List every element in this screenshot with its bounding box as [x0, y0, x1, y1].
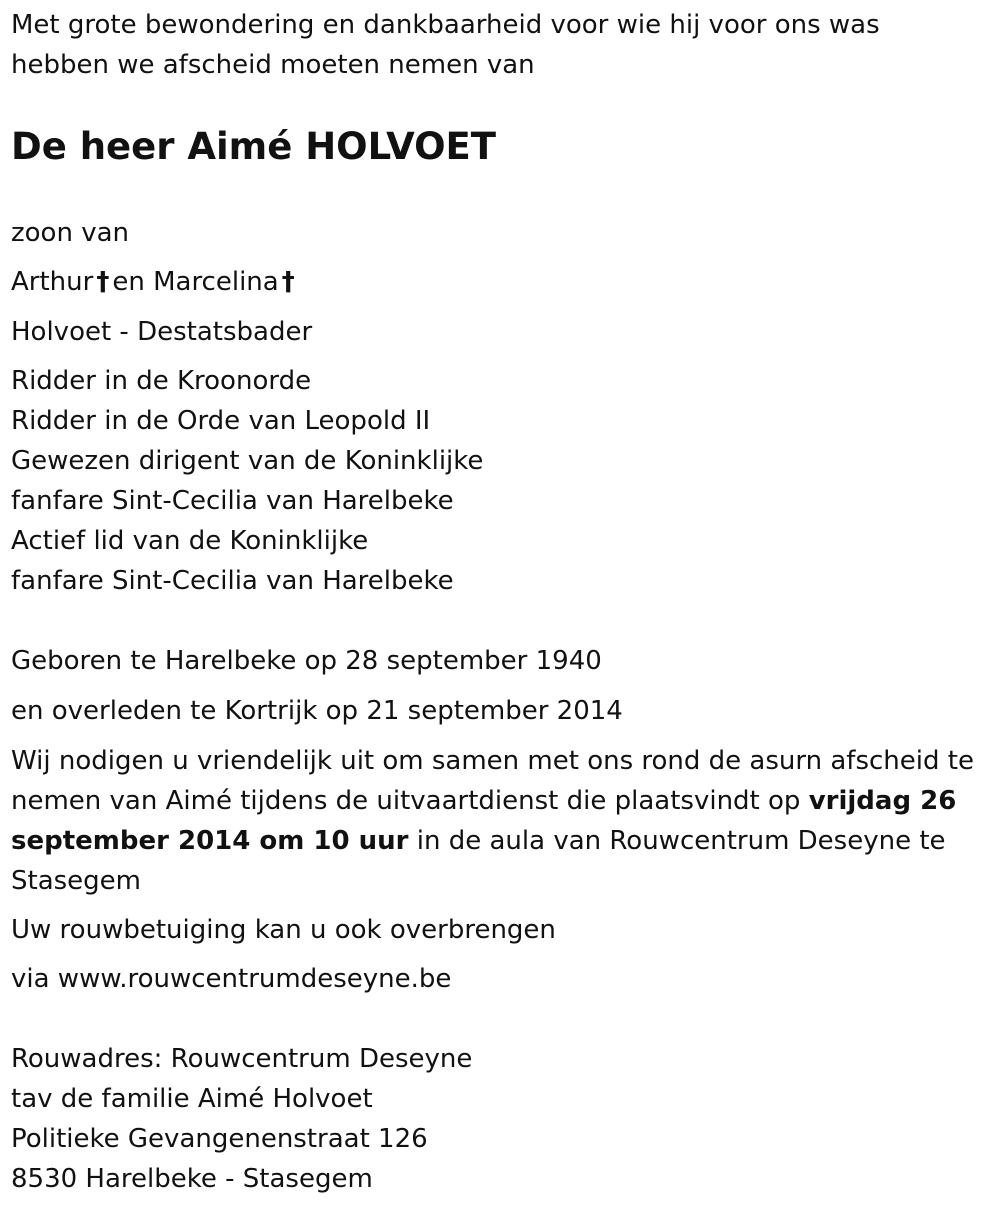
deceased-title: De heer Aimé HOLVOET: [11, 125, 497, 168]
father-name: Arthur: [11, 267, 94, 297]
address-line-1: Rouwadres: Rouwcentrum Deseyne: [11, 1044, 473, 1074]
intro-line-1: Met grote bewondering en dankbaarheid voor wie hij voor ons was: [11, 10, 880, 40]
address-line-2: tav de familie Aimé Holvoet: [11, 1084, 373, 1114]
address-line-4: 8530 Harelbeke - Stasegem: [11, 1164, 373, 1194]
honour-line: Ridder in de Orde van Leopold II: [11, 406, 431, 436]
honour-line: fanfare Sint-Cecilia van Harelbeke: [11, 566, 454, 596]
mother-name: Marcelina: [153, 267, 279, 297]
parents-line: [11, 262, 298, 302]
service-date: vrijdag 26 september 2014 om 10 uur: [11, 786, 957, 856]
condolence-line-1: Uw rouwbetuiging kan u ook overbrengen: [11, 915, 556, 945]
invitation-text-1: Wij nodigen u vriendelijk uit om samen met ons rond de asurn afscheid te nemen van Aimé tijdens de uitvaartdienst die plaatsvindt op: [11, 746, 974, 816]
honour-line: Gewezen dirigent van de Koninklijke: [11, 446, 484, 476]
invitation-paragraph: [11, 741, 986, 901]
address-line-3: Politieke Gevangenenstraat 126: [11, 1124, 428, 1154]
condolence-link[interactable]: via www.rouwcentrumdeseyne.be: [11, 964, 452, 994]
honour-line: fanfare Sint-Cecilia van Harelbeke: [11, 486, 454, 516]
family-names: Holvoet - Destatsbader: [11, 317, 313, 347]
invitation-text-2: in de aula van Rouwcentrum Deseyne te Stasegem: [11, 826, 946, 896]
birth-line: Geboren te Harelbeke op 28 september 1940: [11, 646, 602, 676]
conjunction: en: [112, 267, 145, 297]
intro-line-2: hebben we afscheid moeten nemen van: [11, 50, 535, 80]
honour-line: Ridder in de Kroonorde: [11, 366, 312, 396]
father-cross-icon: †: [96, 267, 110, 297]
honour-line: Actief lid van de Koninklijke: [11, 526, 369, 556]
son-of-label: zoon van: [11, 218, 130, 248]
death-line: en overleden te Kortrijk op 21 september 2014: [11, 696, 623, 726]
mother-cross-icon: †: [281, 267, 295, 297]
